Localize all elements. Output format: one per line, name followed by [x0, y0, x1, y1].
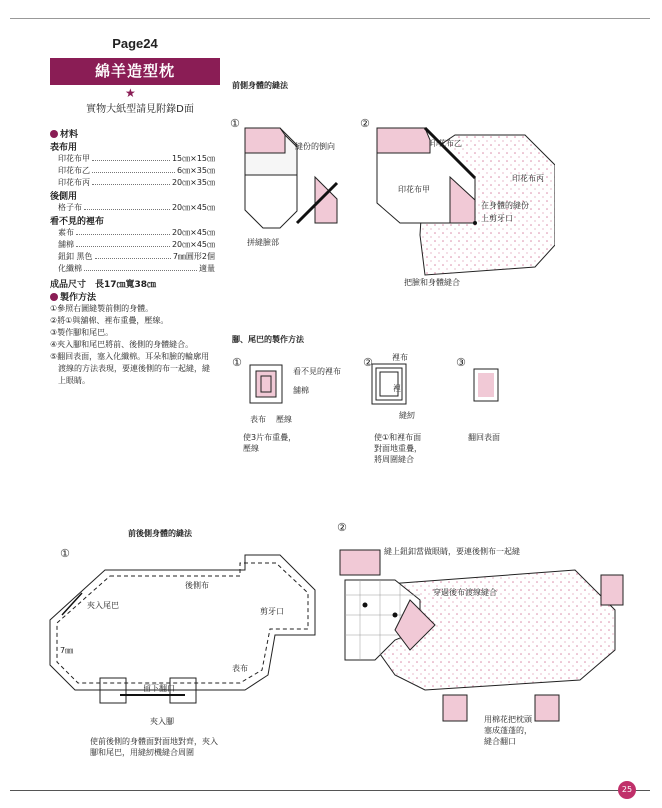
step1-number-2: ①	[232, 356, 242, 369]
hidden-heading: 看不見的裡布	[50, 217, 105, 227]
step2-number-4: ②	[337, 521, 347, 534]
page-number: 25	[618, 781, 636, 799]
materials-heading: 材料	[50, 127, 215, 140]
step-2: ②將①與舖棉、裡布重疊，壓線。	[50, 316, 169, 325]
mm-label: 7㎜	[60, 646, 74, 655]
inner-label: 裡	[393, 384, 401, 393]
finished-size: 成品尺寸 長17㎝寬38㎝	[50, 280, 157, 290]
step2-number-2: ②	[363, 356, 373, 369]
back-heading: 後側用	[50, 192, 78, 202]
stitch-label: 縫紉	[399, 411, 415, 420]
step-5-cont2: 上眼睛。	[58, 376, 90, 385]
caption-step3: 翻回表面	[468, 433, 500, 442]
join-label: 把臉和身體縫合	[404, 278, 460, 287]
top-rule	[10, 18, 650, 19]
fabric-a-label: 印花布甲	[398, 185, 430, 194]
outer-label-3: 表布	[232, 664, 248, 673]
star-icon: ★	[125, 86, 136, 100]
lining-label: 裡布	[392, 353, 408, 362]
seam-direction-label: 縫份的倒向	[295, 142, 335, 151]
step-4: ④夾入腳和尾巴將前、後側的身體縫合。	[50, 340, 194, 349]
notch-label: 剪牙口	[260, 607, 284, 616]
bottom-rule	[10, 790, 650, 791]
caption-diagram3: 使前後側的身體面對面地對齊，夾入 腳和尾巴，用縫紉機縫合周圍	[90, 737, 218, 757]
diagram3-title: 前後側身體的縫法	[128, 529, 192, 538]
material-row: 舖棉 20㎝×45㎝	[58, 240, 215, 249]
buttons-label: 縫上鈕釦當做眼睛，要連後側布一起縫	[384, 547, 520, 556]
step1-number-3: ①	[60, 547, 70, 560]
title-banner: 綿羊造型枕	[50, 58, 220, 85]
page-label: Page24	[112, 36, 158, 51]
back-fabric-label: 後側布	[185, 581, 209, 590]
through-label: 穿過後布渡線縫合	[433, 588, 497, 597]
patch-face-label: 拼縫臉部	[247, 238, 279, 247]
pattern-note: 實物大紙型請見附錄D面	[86, 104, 194, 115]
step-5-cont: 渡線的方法表現，要連後側的布一起縫，縫	[58, 364, 210, 373]
caption-step1: 使3片布重疊， 壓線	[243, 433, 297, 453]
material-row: 格子布 20㎝×45㎝	[58, 203, 215, 212]
ear-patch-2	[377, 128, 430, 153]
material-row: 印花布丙 20㎝×35㎝	[58, 178, 215, 187]
step-5: ⑤翻回表面，塞入化纖棉。耳朵和臉的輪廓用	[50, 352, 210, 361]
ear-patch-1	[245, 128, 285, 153]
material-row: 印花布甲 15㎝×15㎝	[58, 154, 215, 163]
fabric-c-label: 印花布丙	[512, 174, 544, 183]
finish-diagram	[335, 540, 635, 730]
front-body-diagram	[225, 95, 555, 295]
outer-fabric-label: 表布	[250, 415, 266, 424]
step3-number-2: ③	[456, 356, 466, 369]
batting-label: 舖棉	[293, 386, 309, 395]
quilt-label: 壓線	[276, 415, 292, 424]
material-row: 素布 20㎝×45㎝	[58, 228, 215, 237]
hidden-lining-label: 看不見的裡布	[293, 367, 341, 376]
step1-number: ①	[230, 117, 240, 130]
sew-body-diagram	[40, 545, 325, 710]
step-1: ①參照右圖縫製前側的身體。	[50, 304, 154, 313]
tail-label: 夾入尾巴	[87, 601, 119, 610]
stuff-caption: 用棉花把枕頭 塞成蓬蓬的， 縫合翻口	[484, 715, 532, 746]
diagram1-title: 前側身體的縫法	[232, 81, 288, 90]
step-3: ③製作腳和尾巴。	[50, 328, 114, 337]
outer-heading: 表布用	[50, 143, 78, 153]
material-row: 化纖棉 適量	[58, 264, 215, 273]
fabric-b-label: 印花布乙	[430, 139, 462, 148]
notch-label-2: 上剪牙口	[481, 214, 513, 223]
materials-section	[50, 127, 215, 387]
diagram2-title: 腳、尾巴的製作方法	[232, 335, 304, 344]
legs-label: 夾入腳	[150, 717, 174, 726]
material-row: 鈕釦 黑色 7㎜圓形2個	[58, 252, 215, 261]
method-heading: 製作方法	[50, 290, 215, 303]
step2-number: ②	[360, 117, 370, 130]
gap-label: 留下翻口	[143, 684, 175, 693]
notch-label-1: 在身體的縫份	[481, 201, 529, 210]
material-row: 印花布乙 6㎝×35㎝	[58, 166, 215, 175]
caption-step2: 使①和裡布面 對面地重疊， 將周圍縫合	[374, 433, 422, 464]
